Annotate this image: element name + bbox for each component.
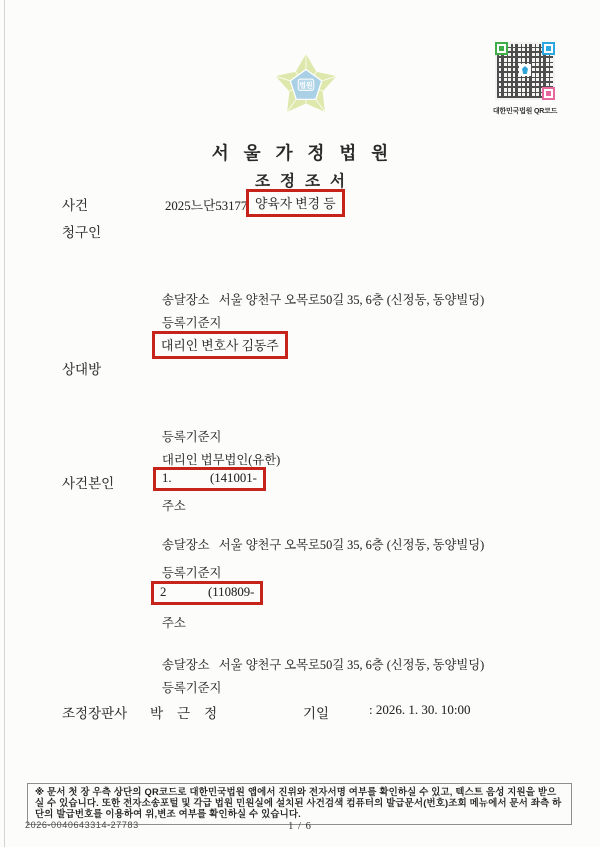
case-number: 2025느단53177 [165, 199, 248, 213]
highlight-box-principal-2: 2 (110809- [151, 581, 263, 605]
highlight-box-claimant-attorney: 대리인 변호사 김동주 [152, 331, 288, 359]
principal-1-registration-label: 등록기준지 [162, 566, 222, 580]
qr-center-logo-icon [519, 64, 531, 76]
hearing-date-label: 기일 [303, 706, 330, 721]
principal-2-address-label: 주소 [162, 616, 186, 630]
qr-caption-label: 대한민국법원 QR코드 [492, 108, 558, 115]
respondent-attorney: 대리인 법무법인(유한) [162, 453, 281, 467]
hearing-date-value: : 2026. 1. 30. 10:00 [369, 702, 471, 717]
judge-name: 박근정 [150, 706, 232, 721]
qr-code [495, 42, 555, 100]
claimant-service-address: 송달장소 서울 양천구 오목로50길 35, 6층 (신정동, 동양빌딩) [162, 293, 485, 307]
scan-edge-artifact [4, 0, 5, 847]
respondent-field-label: 상대방 [62, 362, 102, 377]
qr-finder-topleft-icon [495, 42, 508, 55]
respondent-registration-label: 등록기준지 [162, 430, 222, 444]
highlight-box-case-name: 양육자 변경 등 [246, 189, 345, 217]
principal-2-registration-label: 등록기준지 [162, 681, 222, 695]
highlight-box-principal-1: 1. (141001- [153, 467, 266, 491]
judge-field-label: 조정장판사 [62, 706, 128, 721]
court-emblem-icon [272, 50, 340, 120]
court-name-title: 서울가정법원 [211, 143, 404, 163]
case-field-label: 사건 [62, 198, 89, 213]
qr-code-block [490, 42, 560, 116]
principal-1-service-address: 송달장소 서울 양천구 오목로50길 35, 6층 (신정동, 동양빌딩) [162, 538, 485, 552]
verification-notice-box [27, 783, 572, 825]
page-indicator: 1 / 6 [288, 821, 312, 832]
claimant-field-label: 청구인 [62, 225, 102, 240]
verification-notice-text: ※ 문서 첫 장 우측 상단의 QR코드로 대한민국법원 앱에서 진위와 전자서명 여부를 확인하실 수 있고, 텍스트 음성 지원을 받으실 수 있습니다. 또한 전자소송포털 및 각급 법원 민원실에 설치된 사건검색 컴퓨터의 발급문서(번호)조회 메뉴에서 문서 좌측 하단의 발급번호를 이용하여 위,변조 여부를 확인하실 수 있습니다. [35, 786, 562, 819]
qr-finder-topright-icon [542, 42, 555, 55]
issuance-number: 2026-0040643314-27783 [25, 820, 139, 830]
principal-1-address-label: 주소 [162, 499, 186, 513]
principal-field-label: 사건본인 [62, 476, 115, 491]
emblem-label: 법원 [299, 82, 313, 90]
claimant-registration-label: 등록기준지 [162, 316, 222, 330]
document-type-title: 조정조서 [255, 173, 355, 190]
principal-2-service-address: 송달장소 서울 양천구 오목로50길 35, 6층 (신정동, 동양빌딩) [162, 658, 485, 672]
qr-finder-bottomright-icon [542, 87, 555, 100]
